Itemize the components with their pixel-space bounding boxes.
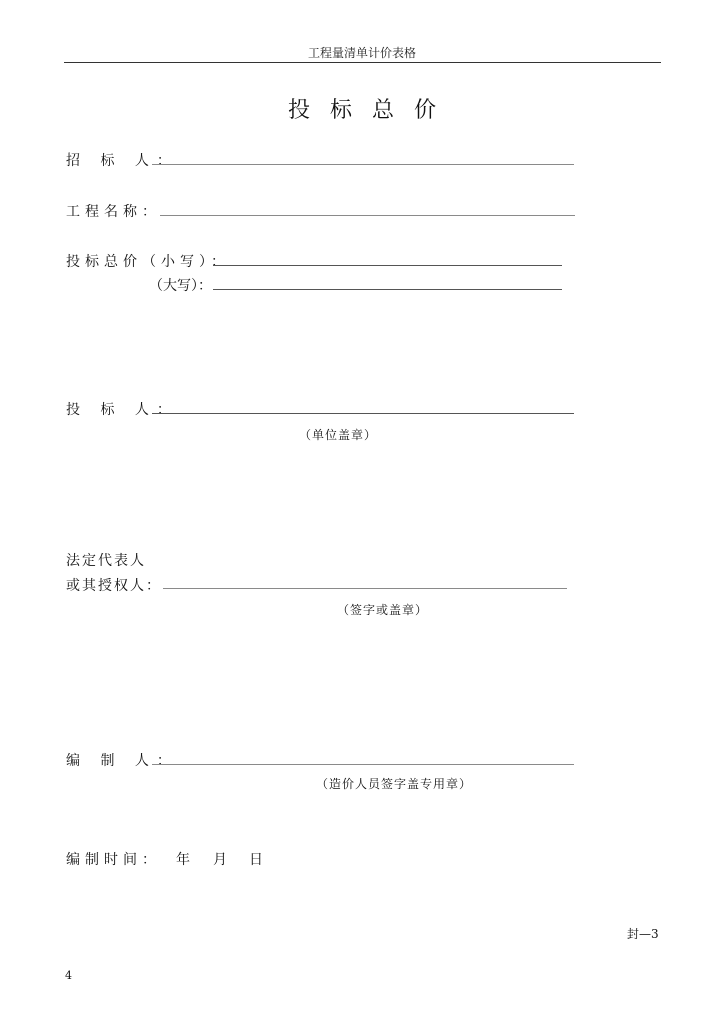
bidder-field-line[interactable] [152,413,574,414]
legal-rep-label-line2: 或其授权人： [66,578,162,594]
cover-code: 封—3 [627,927,659,941]
preparer-field-line[interactable] [152,764,574,765]
project-name-field-line[interactable] [160,215,575,216]
preparer-stamp-note: （造价人员签字盖专用章） [316,777,473,791]
project-name-label: 工程名称： [66,204,161,220]
tenderer-field-line[interactable] [152,164,574,165]
bidder-label: 投 标 人： [66,402,179,418]
total-price-upper-field-line[interactable] [213,289,562,290]
total-price-upper-label: （大写）： [149,278,212,294]
total-price-lower-field-line[interactable] [213,265,562,266]
legal-rep-sign-note: （签字或盖章） [337,603,429,617]
preparer-label: 编 制 人： [66,753,179,769]
prep-time-month: 月 [213,852,227,868]
page-number: 4 [65,969,72,982]
legal-rep-field-line[interactable] [163,588,567,589]
bidder-seal-note: （单位盖章） [299,428,378,442]
prep-time-day: 日 [249,852,263,868]
header-rule [64,62,661,63]
legal-rep-label-line1: 法定代表人 [66,553,146,569]
prep-time-year: 年 [176,852,190,868]
tenderer-label: 招 标 人： [66,153,179,169]
document-title: 投标总价 [287,98,456,123]
prep-time-label: 编制时间： [66,852,161,868]
total-price-lower-label: 投标总价（小写）： [66,254,230,270]
page-header-title: 工程量清单计价表格 [307,46,416,60]
